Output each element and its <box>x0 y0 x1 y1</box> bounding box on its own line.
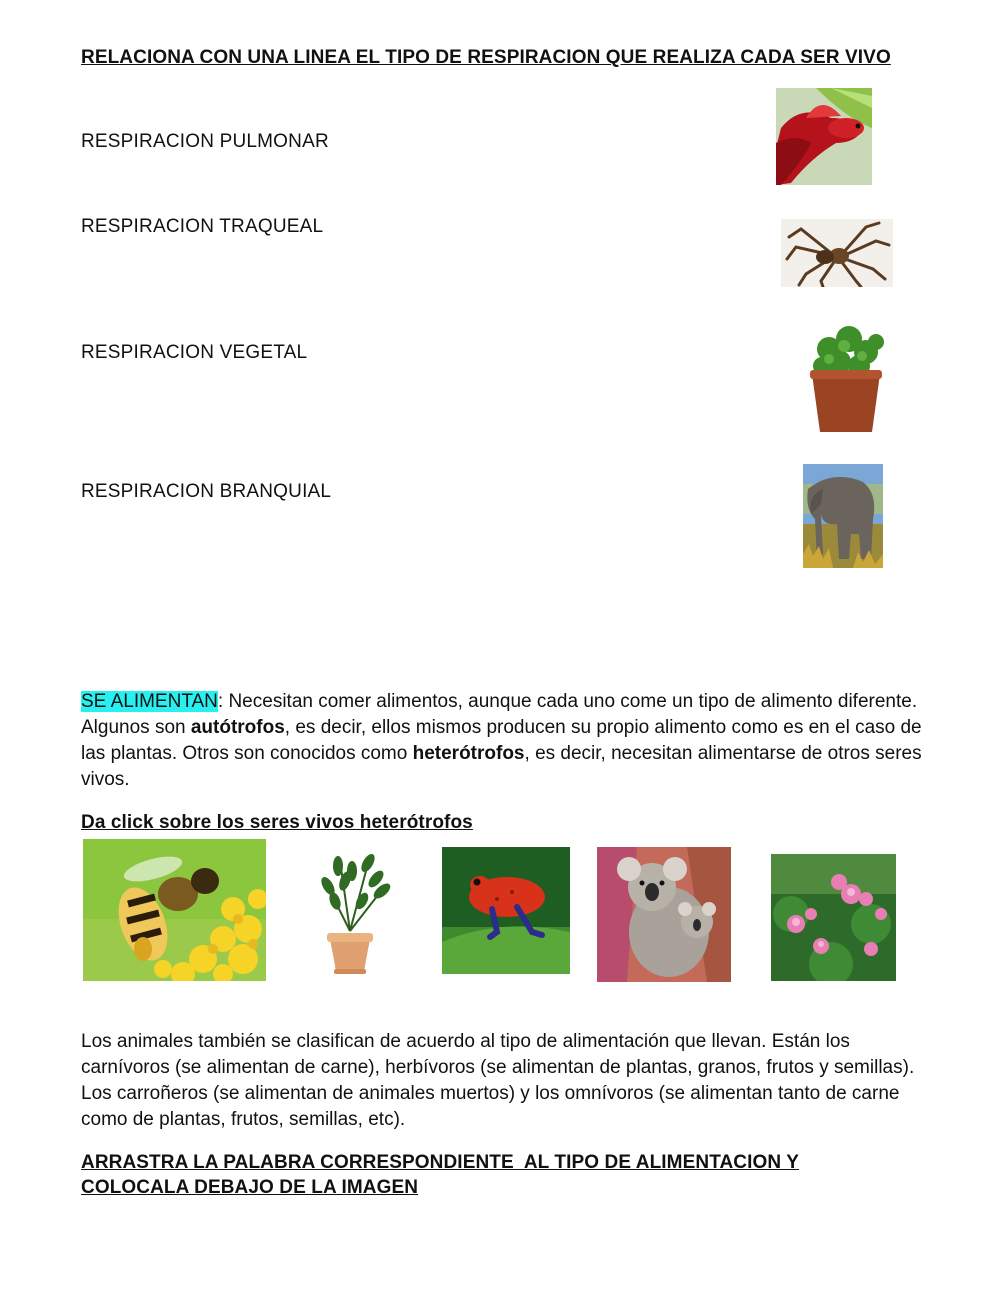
spider-image[interactable] <box>781 219 893 287</box>
label-respiracion-branquial[interactable]: RESPIRACION BRANQUIAL <box>81 481 332 502</box>
koalas-image[interactable] <box>597 847 731 982</box>
paragraph-text-2: , es decir, ellos mismos producen su propio alimento como es en el caso de las plantas. Otros son conocidos como <box>81 717 922 764</box>
section-heading-respiration: RELACIONA CON UNA LINEA EL TIPO DE RESPIRACION QUE REALIZA CADA SER VIVO <box>81 47 891 68</box>
heading-arrastra-line2: COLOCALA DEBAJO DE LA IMAGEN <box>81 1177 419 1198</box>
elephant-image[interactable] <box>803 464 883 568</box>
heading-arrastra-line1: ARRASTRA LA PALABRA CORRESPONDIENTE AL TIPO DE ALIMENTACION Y <box>81 1152 800 1173</box>
fish-image[interactable] <box>776 88 872 185</box>
label-respiracion-vegetal[interactable]: RESPIRACION VEGETAL <box>81 342 308 363</box>
paragraph-clasificacion: Los animales también se clasifican de acuerdo al tipo de alimentación que llevan. Están los carnívoros (se alimentan de carne), herbívoros (se alimentan de plantas, granos, frutos y semillas). Los carroñeros (se alimentan de animales muertos) y los omnívoros (se alimentan tanto de carne como de plantas, frutos, semillas, etc). <box>81 1031 915 1130</box>
paragraph-text-1: : Necesitan comer alimentos, aunque cada uno come un tipo de alimento diferente. Algunos son <box>81 691 918 738</box>
zz-plant-image[interactable] <box>290 841 408 981</box>
roses-image[interactable] <box>771 854 896 981</box>
term-autotrofos: autótrofos <box>190 717 285 738</box>
instruction-click-heterotrofos: Da click sobre los seres vivos heterótrofos <box>81 812 473 833</box>
heading-arrastra <box>81 1150 799 1200</box>
label-respiracion-traqueal[interactable]: RESPIRACION TRAQUEAL <box>81 216 324 237</box>
term-heterotrofos: heterótrofos <box>412 743 525 764</box>
potted-plant-image[interactable] <box>804 324 888 434</box>
highlight-se-alimentan: SE ALIMENTAN <box>81 691 218 712</box>
label-respiracion-pulmonar[interactable]: RESPIRACION PULMONAR <box>81 131 329 152</box>
bee-image[interactable] <box>83 839 266 981</box>
paragraph-se-alimentan <box>81 689 931 793</box>
paragraph-text-3: , es decir, necesitan alimentarse de otros seres vivos. <box>81 743 922 790</box>
red-frog-image[interactable] <box>442 847 570 974</box>
